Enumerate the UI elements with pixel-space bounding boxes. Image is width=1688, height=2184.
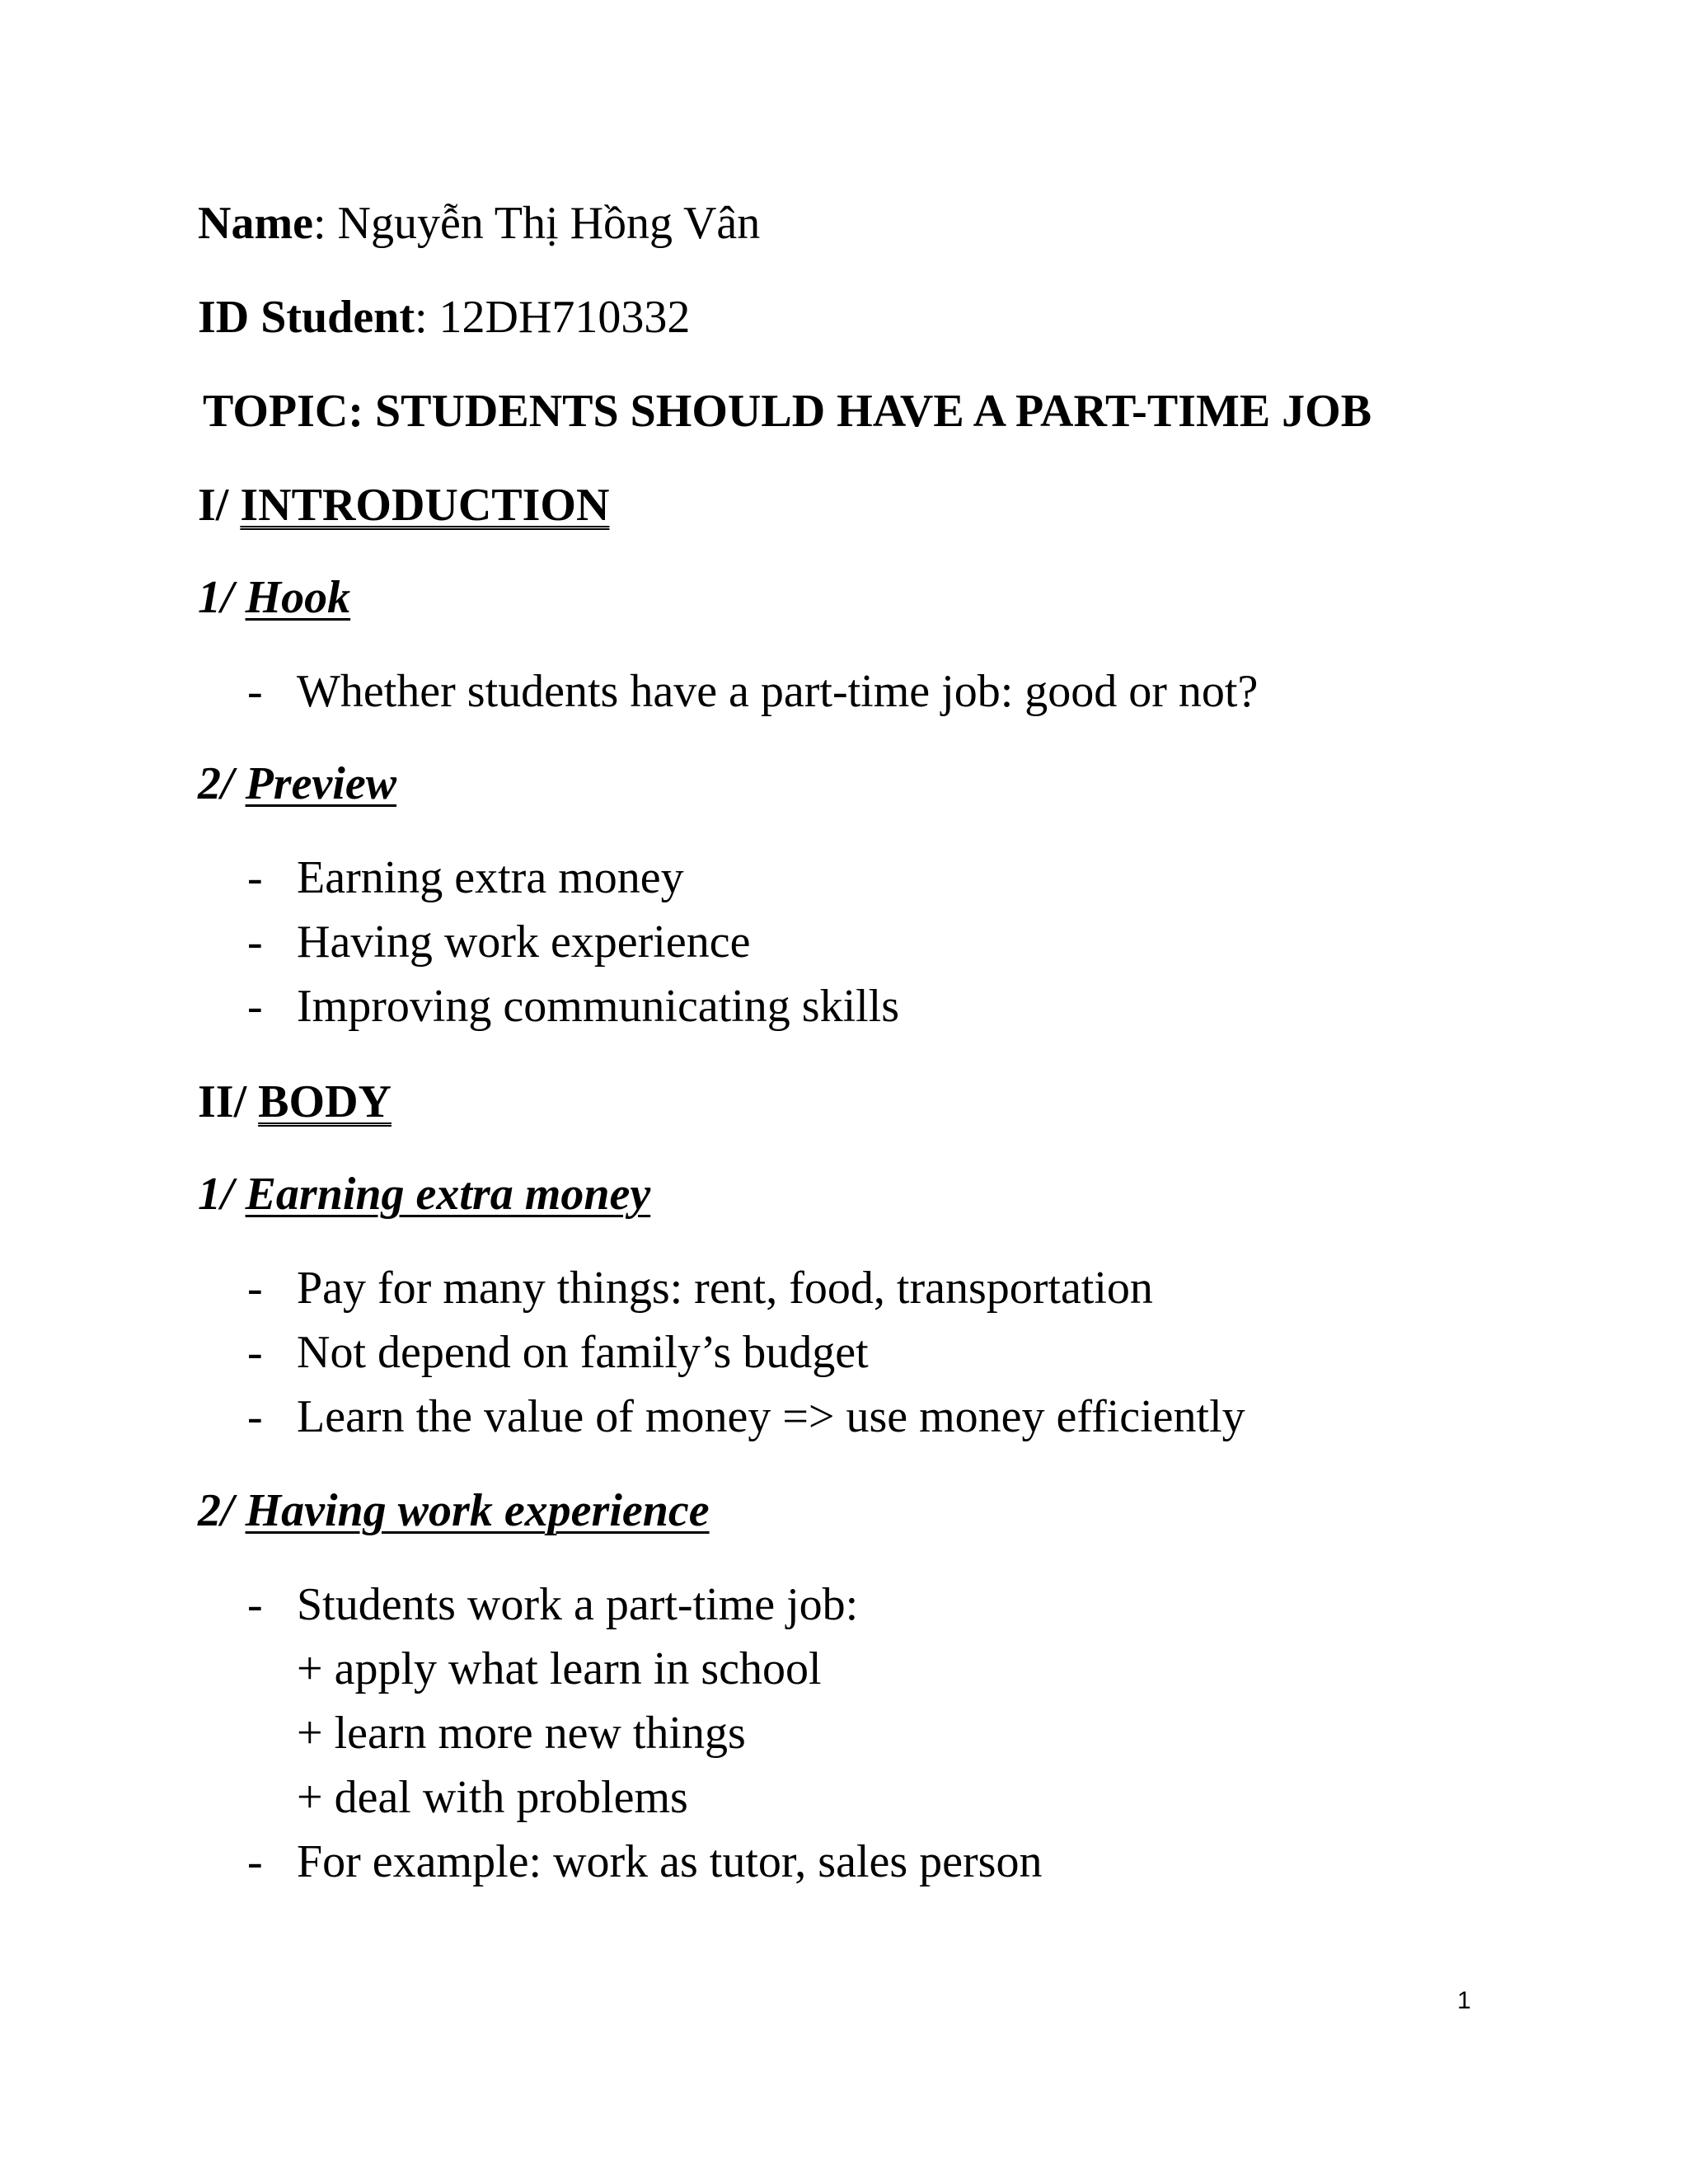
list-item: Learn the value of money => use money efficiently xyxy=(297,1391,1245,1442)
page-number: 1 xyxy=(1457,1987,1471,2014)
student-name-line xyxy=(198,196,760,251)
bullet-marker: - xyxy=(247,1391,263,1442)
bullet-marker: - xyxy=(247,1579,263,1630)
list-item: Earning extra money xyxy=(297,852,684,903)
sub-list-item: + deal with problems xyxy=(297,1772,688,1823)
name-value: : Nguyễn Thị Hồng Vân xyxy=(312,198,761,249)
section-body-heading xyxy=(198,1075,392,1129)
subsection-preview-heading xyxy=(198,757,396,811)
section-title: INTRODUCTION xyxy=(240,480,610,531)
bullet-marker: - xyxy=(247,1327,263,1378)
subsection-number: 2/ xyxy=(198,758,246,809)
subsection-title: Having work experience xyxy=(245,1485,710,1536)
list-item: Improving communicating skills xyxy=(297,981,900,1032)
list-item: Having work experience xyxy=(297,916,751,968)
topic-heading: TOPIC: STUDENTS SHOULD HAVE A PART-TIME JOB xyxy=(203,386,1372,437)
section-title: BODY xyxy=(258,1076,392,1127)
subsection-title: Earning extra money xyxy=(245,1169,651,1220)
section-introduction-heading xyxy=(198,478,609,532)
subsection-title: Hook xyxy=(245,572,351,623)
list-item: Whether students have a part-time job: good or not? xyxy=(297,666,1259,717)
id-value: : 12DH710332 xyxy=(414,292,691,343)
bullet-marker: - xyxy=(247,666,263,717)
section-numeral: I/ xyxy=(198,480,241,531)
subsection-number: 1/ xyxy=(198,1169,246,1220)
section-numeral: II/ xyxy=(198,1076,259,1127)
bullet-marker: - xyxy=(247,981,263,1032)
sub-list-item: + learn more new things xyxy=(297,1708,746,1759)
list-item: Not depend on family’s budget xyxy=(297,1327,869,1378)
subsection-money-heading xyxy=(198,1167,650,1221)
subsection-experience-heading xyxy=(198,1483,710,1538)
student-id-line xyxy=(198,290,690,344)
bullet-marker: - xyxy=(247,1263,263,1314)
bullet-marker: - xyxy=(247,916,263,968)
subsection-number: 2/ xyxy=(198,1485,246,1536)
name-label: Name xyxy=(198,198,313,249)
bullet-marker: - xyxy=(247,852,263,903)
subsection-title: Preview xyxy=(245,758,397,809)
bullet-marker: - xyxy=(247,1836,263,1887)
sub-list-item: + apply what learn in school xyxy=(297,1643,822,1694)
id-label: ID Student xyxy=(198,292,415,343)
list-item: Pay for many things: rent, food, transportation xyxy=(297,1263,1153,1314)
list-item: Students work a part-time job: xyxy=(297,1579,859,1630)
subsection-number: 1/ xyxy=(198,572,246,623)
list-item: For example: work as tutor, sales person xyxy=(297,1836,1043,1887)
subsection-hook-heading xyxy=(198,570,350,625)
